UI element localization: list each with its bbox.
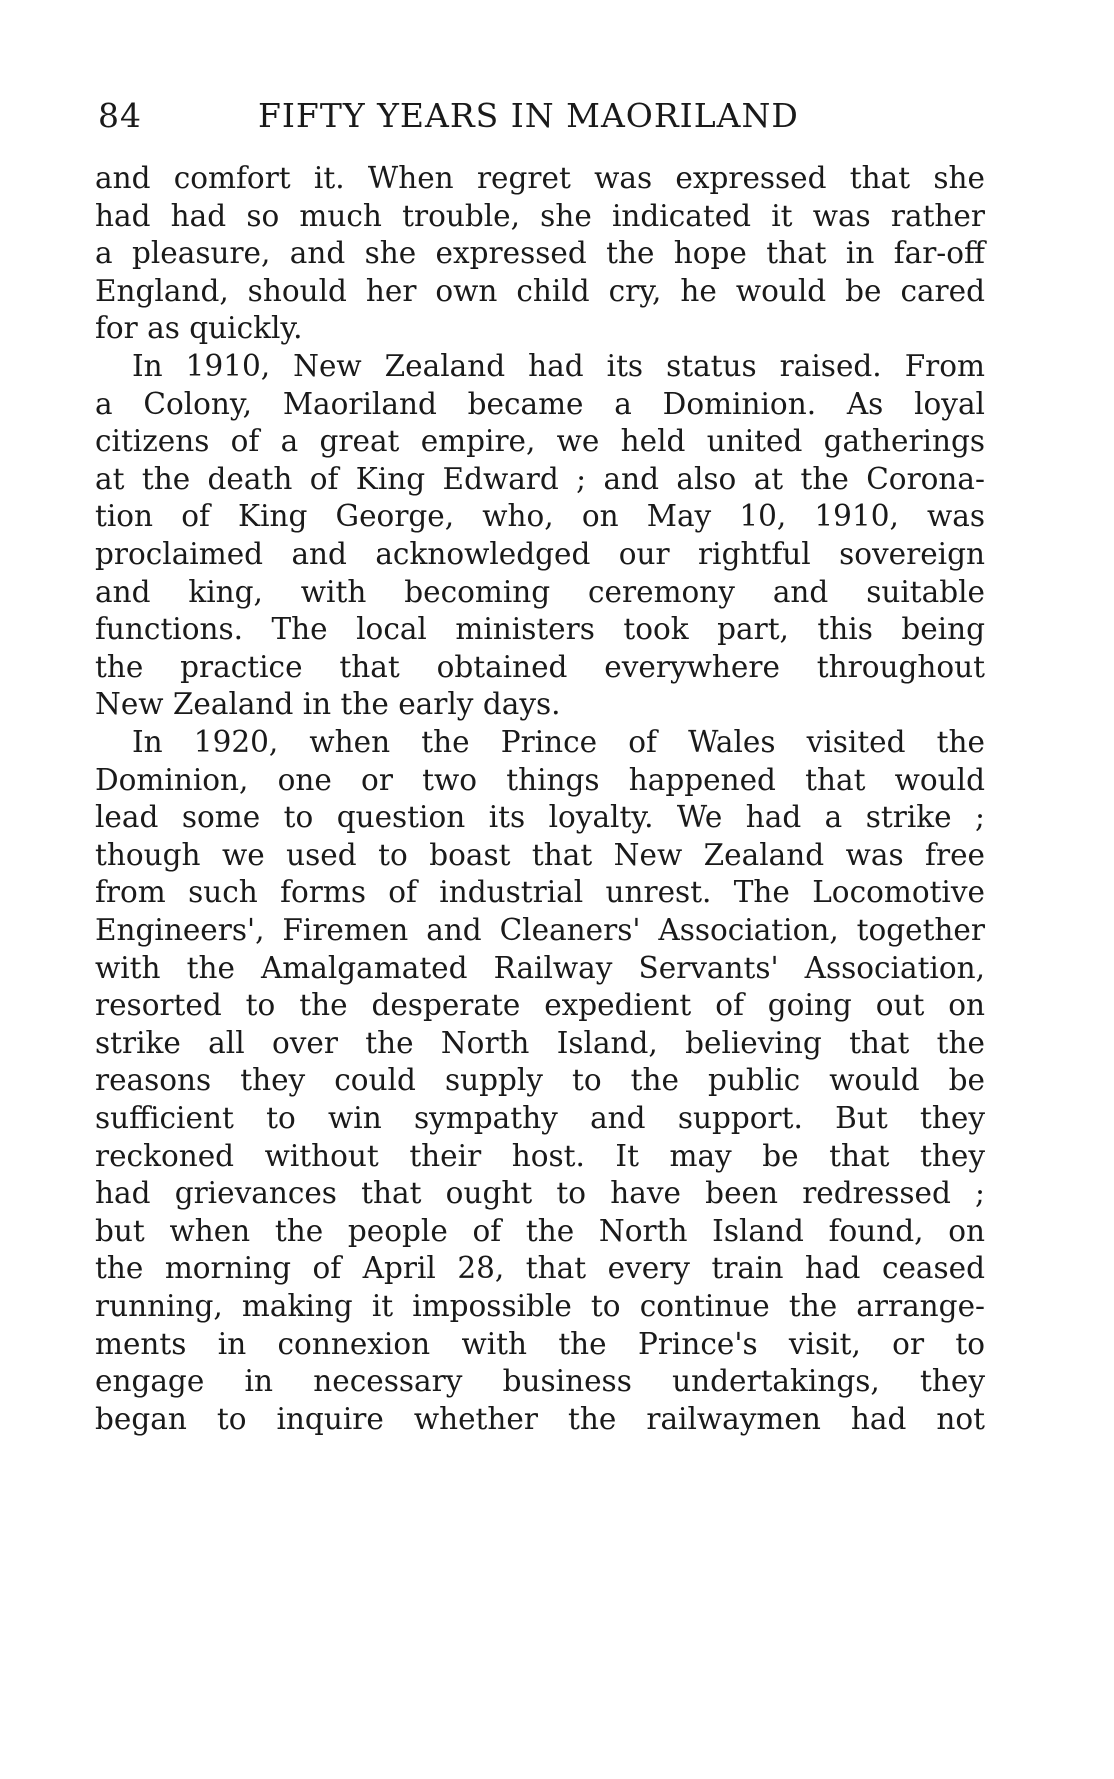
text-line: resorted to the desperate expedient of going out on [95, 988, 985, 1022]
running-title: FIFTY YEARS IN MAORILAND [258, 96, 799, 135]
text-line: from such forms of industrial unrest. The Locomotive [95, 875, 985, 909]
text-line: a pleasure, and she expressed the hope that in far-off [95, 236, 985, 270]
text-line: reasons they could supply to the public would be [95, 1063, 985, 1097]
text-line: began to inquire whether the railwaymen had not [95, 1402, 985, 1436]
text-line: a Colony, Maoriland became a Dominion. As loyal [95, 387, 985, 421]
text-line: but when the people of the North Island found, on [95, 1214, 985, 1248]
text-line: at the death of King Edward ; and also at the Corona- [95, 462, 985, 496]
text-line: In 1910, New Zealand had its status raised. From [132, 349, 985, 383]
text-line: had had so much trouble, she indicated it was rather [95, 199, 985, 233]
text-line: the practice that obtained everywhere throughout [95, 650, 985, 684]
text-line: New Zealand in the early days. [95, 687, 561, 721]
text-line: the morning of April 28, that every train had ceased [95, 1251, 985, 1285]
text-line: running, making it impossible to continue the arrange- [95, 1289, 985, 1323]
text-line: and king, with becoming ceremony and suitable [95, 575, 985, 609]
text-line: strike all over the North Island, believing that the [95, 1026, 985, 1060]
text-line: citizens of a great empire, we held united gatherings [95, 424, 985, 458]
text-line: proclaimed and acknowledged our rightful sovereign [95, 537, 985, 571]
text-line: with the Amalgamated Railway Servants' Association, [95, 951, 985, 985]
text-line: tion of King George, who, on May 10, 1910, was [95, 499, 985, 533]
text-line: functions. The local ministers took part, this being [95, 612, 985, 646]
running-header [98, 96, 998, 146]
text-line: lead some to question its loyalty. We had a strike ; [95, 800, 985, 834]
text-line: In 1920, when the Prince of Wales visited the [132, 725, 985, 759]
text-line: Engineers', Firemen and Cleaners' Association, together [95, 913, 985, 947]
text-line: though we used to boast that New Zealand was free [95, 838, 985, 872]
text-line: had grievances that ought to have been redressed ; [95, 1176, 985, 1210]
text-line: and comfort it. When regret was expressed that she [95, 161, 985, 195]
page-number: 84 [98, 96, 142, 135]
text-line: engage in necessary business undertakings, they [95, 1364, 985, 1398]
text-line: reckoned without their host. It may be that they [95, 1139, 985, 1173]
text-line: sufficient to win sympathy and support. But they [95, 1101, 985, 1135]
text-line: ments in connexion with the Prince's visit, or to [95, 1327, 985, 1361]
text-line: for as quickly. [95, 311, 303, 345]
text-line: Dominion, one or two things happened that would [95, 763, 985, 797]
text-line: England, should her own child cry, he would be cared [95, 274, 985, 308]
